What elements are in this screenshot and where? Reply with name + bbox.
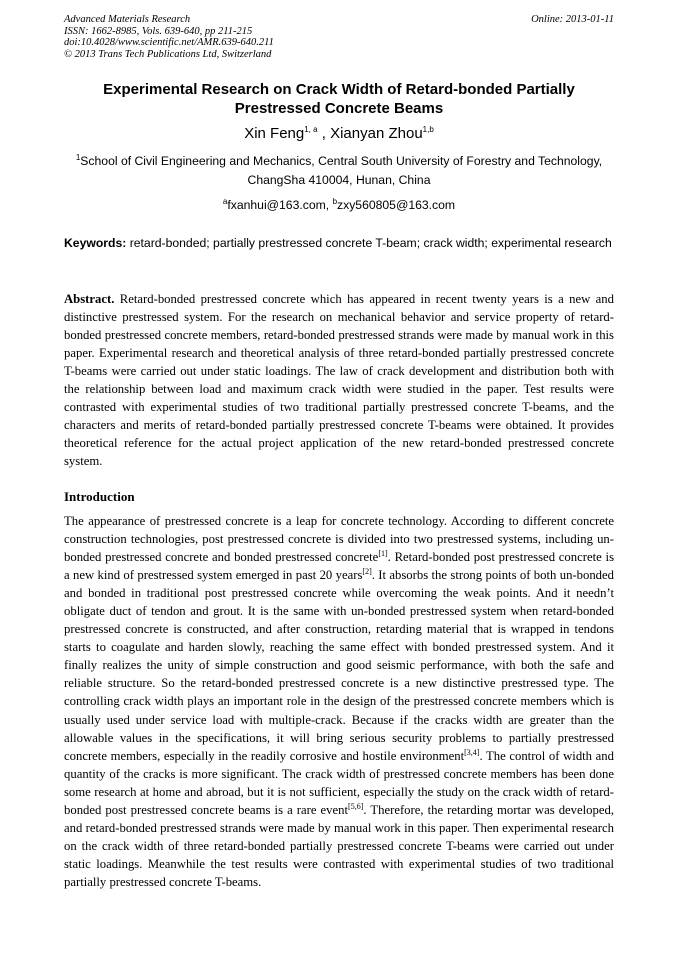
journal-header: [64, 14, 274, 60]
intro-text-1: The appearance of prestressed concrete is a leap for concrete technology. According to different concrete construction technologies, post prestressed concrete is divided into two prestressed systems, including un-bonded prestressed concrete and bonded prestressed concrete: [64, 514, 614, 565]
author-1-name: Xin Feng: [244, 125, 305, 142]
paper-title: [64, 80, 614, 118]
online-date: Online: 2013-01-11: [531, 14, 614, 25]
intro-text-3: . It absorbs the strong points of both un-bonded and bonded in traditional post prestressed concrete while overcoming the weak points. And it needn’t obligate duct of tendon and grout. It is the same with un-bonded prestressed system when retard-bonded prestressed concrete is constructed, and after construction, retarding material that is wrapped in tendons starts to coagulate and harden slowly, reaching the same effect with bonded prestressed system. And it finally realizes the unity of simple construction and good seismic performance, with both the safe and reliable structure. So the retard-bonded prestressed concrete is a new distinctive prestressed type. The controlling crack width plays an important role in the design of the prestressed concrete members which is usually used under service load with multiple-crack. Because if the cracks width are greater than the allowable values in the specifications, it will bring serious security problems to partially prestressed concrete members, especially in the readily corrosive and hostile environment: [64, 568, 614, 763]
email-b: zxy560805@163.com: [337, 198, 456, 212]
title-line-1: Experimental Research on Crack Width of Retard-bonded Partially: [103, 81, 575, 98]
email-b-mark: b: [332, 196, 338, 206]
keywords-label: Keywords:: [64, 236, 127, 250]
journal-issn: ISSN: 1662-8985, Vols. 639-640, pp 211-215: [64, 25, 253, 37]
author-emails: [64, 197, 614, 213]
author-separator: ,: [317, 125, 331, 142]
affiliation-text-1: School of Civil Engineering and Mechanics, Central South University of Forestry and Technology,: [80, 154, 603, 168]
author-list: [64, 124, 614, 144]
keywords-text: retard-bonded; partially prestressed concrete T-beam; crack width; experimental research: [126, 236, 612, 250]
abstract: [64, 290, 614, 470]
intro-text-5: . Therefore, the retarding mortar was developed, and retard-bonded prestressed strands were made by manual work in this paper. Then experimental research on the crack width of three retard-bonded partially prestressed concrete T-beams were carried out under static loadings. Meanwhile the test results were contrasted with experimental studies of two traditional partially prestressed concrete T-beams.: [64, 802, 615, 889]
author-2-affiliation-mark: 1,b: [422, 125, 434, 134]
journal-doi: doi:10.4028/www.scientific.net/AMR.639-640.211: [64, 37, 274, 48]
affiliation: [64, 152, 614, 190]
keywords: [64, 234, 614, 253]
citation-3[interactable]: [3,4]: [464, 747, 480, 757]
citation-2[interactable]: [2]: [362, 566, 372, 576]
email-a: fxanhui@163.com,: [227, 198, 333, 212]
author-1-affiliation-mark: 1, a: [304, 125, 318, 134]
journal-name: Advanced Materials Research: [64, 14, 191, 25]
abstract-text: Retard-bonded prestressed concrete which has appeared in recent twenty years is a new and distinctive prestressed system. For the research on mechanical behavior and service property of retard-bonded prestressed concrete members, retard-bonded prestressed strands were made by manual work in this paper. Experimental research and theoretical analysis of three retard-bonded partially prestressed concrete T-beams were carried out under static loadings. The law of crack development and distribution both with the relationship between load and maximum crack width were studied in the paper. Test results were contrasted with experimental studies of two traditional partially prestressed concrete T-beams, and the characters and merits of retard-bonded partially prestressed concrete T-beams were obtained. It provides theoretical reference for the actual project application of the new retard-bonded prestressed concrete system.: [64, 292, 614, 469]
citation-1[interactable]: [1]: [378, 548, 388, 558]
author-2-name: Xianyan Zhou: [330, 125, 423, 142]
citation-4[interactable]: [5,6]: [348, 801, 364, 811]
abstract-label: Abstract.: [64, 292, 115, 306]
affiliation-mark: 1: [75, 152, 81, 162]
intro-text-4: . The control of width and quantity of the cracks is more significant. The crack width of prestressed concrete members has been done some research at home and abroad, but it is not sufficient, especially the study on the crack width of retard-bonded post prestressed concrete beams is a rare event: [64, 748, 614, 817]
title-line-2: Prestressed Concrete Beams: [234, 100, 444, 117]
email-a-mark: a: [222, 196, 228, 206]
section-heading-introduction: Introduction: [64, 489, 135, 504]
introduction-paragraph: [64, 512, 614, 891]
journal-copyright: © 2013 Trans Tech Publications Ltd, Switzerland: [64, 48, 272, 60]
intro-text-2: . Retard-bonded post prestressed concrete is a new kind of prestressed system emerged in past 20 years: [64, 550, 615, 583]
affiliation-line-1: [64, 152, 614, 171]
affiliation-line-2: ChangSha 410004, Hunan, China: [247, 173, 431, 187]
